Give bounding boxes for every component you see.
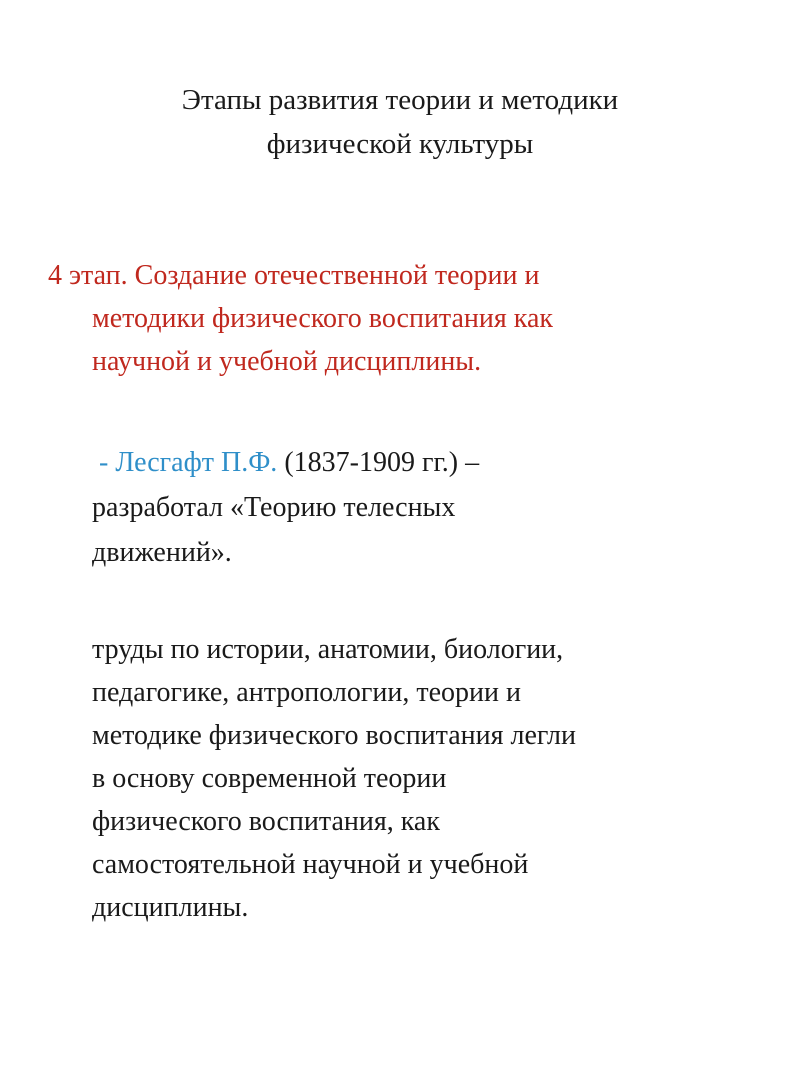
lesgaft-paragraph (92, 440, 752, 575)
works-paragraph (92, 628, 772, 929)
title-line-1: Этапы развития теории и методики (181, 84, 619, 116)
stage-line-2: методики физического воспитания как (92, 303, 553, 334)
stage-line-3: научной и учебной дисциплины. (92, 346, 482, 377)
lesgaft-line-2: разработал «Теорию телесных (92, 492, 456, 523)
works-line-5: физического воспитания, как (92, 806, 440, 837)
stage-line-1: 4 этап. Создание отечественной теории и (48, 260, 540, 291)
slide-title (0, 78, 800, 166)
lesgaft-line-3: движений». (92, 537, 232, 568)
works-line-7: дисциплины. (92, 892, 249, 923)
lesgaft-years: (1837-1909 гг.) – (277, 447, 480, 478)
works-line-2: педагогике, антропологии, теории и (92, 677, 521, 708)
works-line-6: самостоятельной научной и учебной (92, 849, 529, 880)
lesgaft-line-1 (92, 440, 752, 485)
works-line-3: методике физического воспитания легли (92, 720, 576, 751)
works-line-1: труды по истории, анатомии, биологии, (92, 634, 564, 665)
stage-heading (48, 254, 748, 383)
lesgaft-name: - Лесгафт П.Ф. (99, 447, 278, 478)
works-line-4: в основу современной теории (92, 763, 447, 794)
title-line-2: физической культуры (266, 128, 534, 160)
